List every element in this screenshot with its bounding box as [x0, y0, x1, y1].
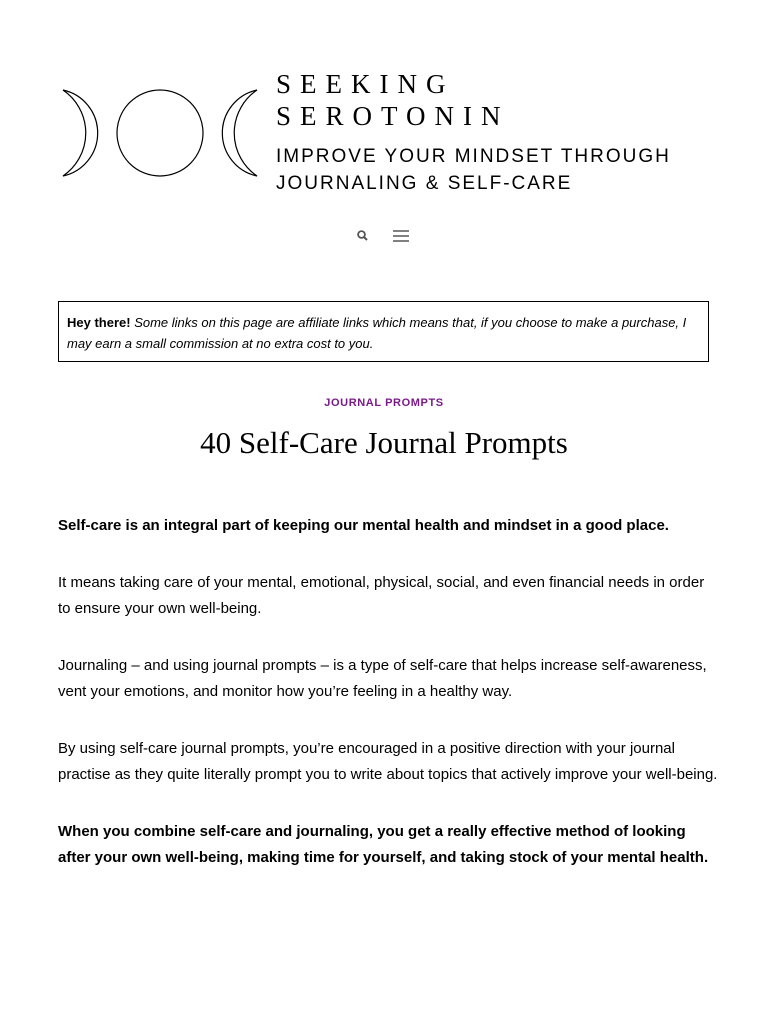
- notice-text: Some links on this page are affiliate links which means that, if you choose to make a purchase, I may earn a small commission at no extra cost to you.: [67, 315, 687, 351]
- menu-button[interactable]: [392, 228, 410, 244]
- post-title: 40 Self-Care Journal Prompts: [200, 425, 568, 460]
- notice-lead: Hey there!: [67, 315, 131, 330]
- triple-moon-icon: [60, 88, 260, 178]
- site-title-line1: SEEKING: [276, 69, 455, 99]
- tagline-line2: JOURNALING & SELF-CARE: [276, 173, 573, 194]
- post-content: [58, 513, 718, 902]
- tagline-line1: IMPROVE YOUR MINDSET THROUGH: [276, 146, 671, 167]
- affiliate-notice: [58, 301, 709, 362]
- paragraph: When you combine self-care and journaling, you get a really effective method of looking after your own well-being, making time for yourself, and taking stock of your mental health.: [58, 822, 709, 866]
- category-link[interactable]: JOURNAL PROMPTS: [324, 397, 444, 409]
- site-title[interactable]: [276, 68, 576, 132]
- paragraph: Journaling – and using journal prompts – is a type of self-care that helps increase self-awareness, vent your emotions, and monitor how you’re feeling in a healthy way.: [58, 656, 707, 700]
- hamburger-menu-icon: [392, 228, 410, 244]
- site-tagline: [276, 143, 716, 197]
- paragraph: Self-care is an integral part of keeping our mental health and mindset in a good place.: [58, 517, 669, 534]
- search-icon: [355, 228, 371, 244]
- paragraph: It means taking care of your mental, emotional, physical, social, and even financial needs in order to ensure your own well-being.: [58, 573, 705, 617]
- search-button[interactable]: [355, 228, 371, 244]
- site-logo-moons[interactable]: [60, 88, 260, 183]
- site-title-line2: SEROTONIN: [276, 101, 510, 131]
- paragraph: By using self-care journal prompts, you’re encouraged in a positive direction with your journal practise as they quite literally prompt you to write about topics that actively improve your well-being.: [58, 739, 718, 783]
